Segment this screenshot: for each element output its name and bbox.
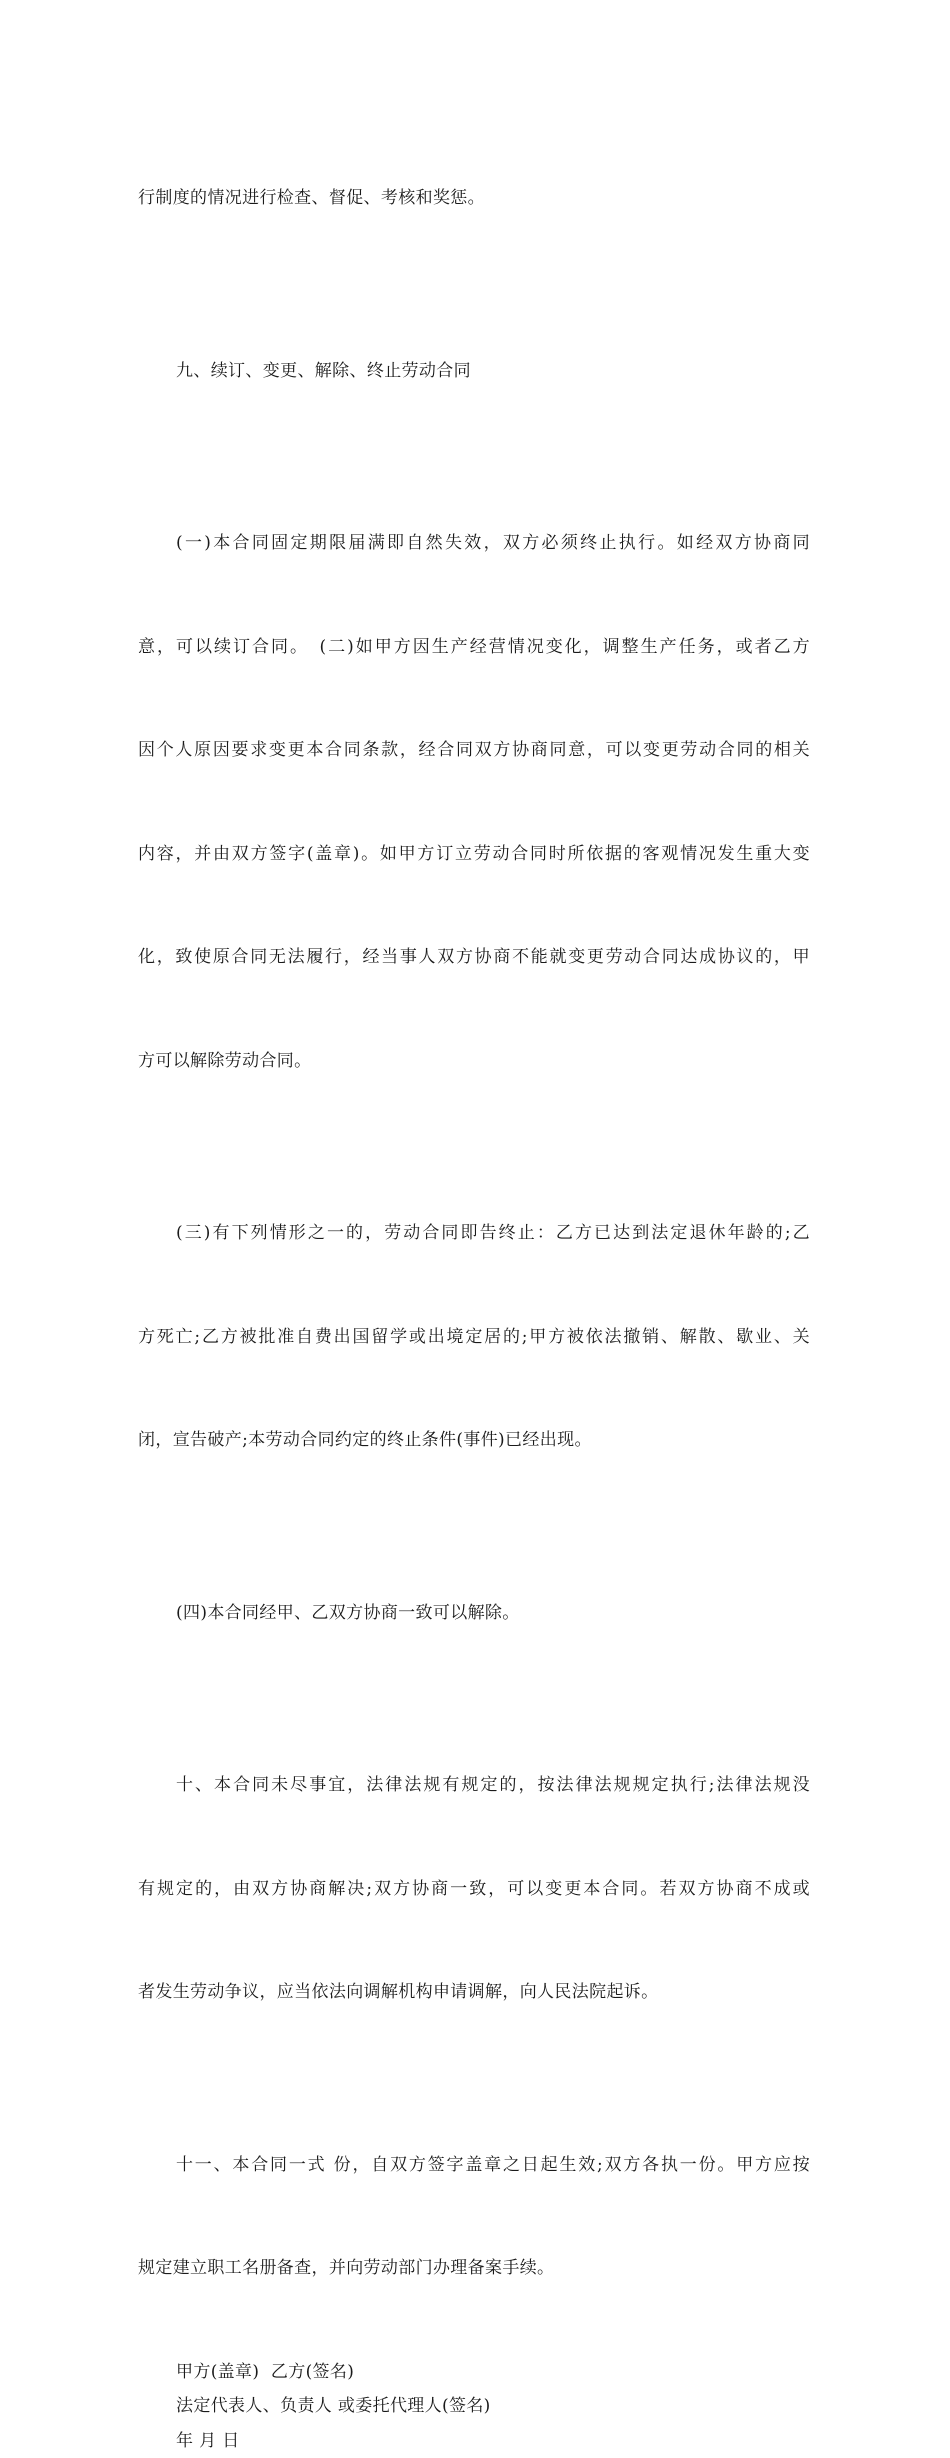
text-line: 化，致使原合同无法履行，经当事人双方协商不能就变更劳动合同达成协议的，甲 — [138, 940, 810, 975]
text-line: 十一、本合同一式 份，自双方签字盖章之日起生效;双方各执一份。甲方应按 — [138, 2148, 810, 2183]
section-ten — [138, 1699, 810, 2079]
paragraph-mutual-dissolution — [138, 1527, 810, 1700]
text-line: 方可以解除劳动合同。 — [138, 1044, 810, 1079]
text-line: (三)有下列情形之一的，劳动合同即告终止：乙方已达到法定退休年龄的;乙 — [138, 1216, 810, 1251]
text-line: 者发生劳动争议，应当依法向调解机构申请调解，向人民法院起诉。 — [138, 1975, 810, 2010]
section-eleven — [138, 2079, 810, 2355]
text-line: 行制度的情况进行检查、督促、考核和奖惩。 — [138, 181, 810, 216]
signature-representative: 法定代表人、负责人 或委托代理人(签名) — [138, 2389, 810, 2424]
paragraph-continuation — [138, 112, 810, 285]
section-heading-nine — [138, 285, 810, 458]
signature-parties: 甲方(盖章) 乙方(签名) — [138, 2355, 810, 2390]
text-line: 十、本合同未尽事宜，法律法规有规定的，按法律法规规定执行;法律法规没 — [138, 1768, 810, 1803]
text-line: 方死亡;乙方被批准自费出国留学或出境定居的;甲方被依法撤销、解散、歇业、关 — [138, 1320, 810, 1355]
document-body — [138, 112, 810, 2458]
paragraph-renewal-change — [138, 457, 810, 1147]
text-line: 九、续订、变更、解除、终止劳动合同 — [138, 354, 810, 389]
text-line: 规定建立职工名册备查，并向劳动部门办理备案手续。 — [138, 2251, 810, 2286]
signature-date: 年 月 日 — [138, 2424, 810, 2458]
text-line: (四)本合同经甲、乙双方协商一致可以解除。 — [138, 1596, 810, 1631]
text-line: 内容，并由双方签字(盖章)。如甲方订立劳动合同时所依据的客观情况发生重大变 — [138, 837, 810, 872]
text-line: 有规定的，由双方协商解决;双方协商一致，可以变更本合同。若双方协商不成或 — [138, 1872, 810, 1907]
text-line: 因个人原因要求变更本合同条款，经合同双方协商同意，可以变更劳动合同的相关 — [138, 733, 810, 768]
text-line: 意，可以续订合同。 (二)如甲方因生产经营情况变化，调整生产任务，或者乙方 — [138, 630, 810, 665]
text-line: (一)本合同固定期限届满即自然失效，双方必须终止执行。如经双方协商同 — [138, 526, 810, 561]
paragraph-termination — [138, 1147, 810, 1527]
text-line: 闭，宣告破产;本劳动合同约定的终止条件(事件)已经出现。 — [138, 1423, 810, 1458]
